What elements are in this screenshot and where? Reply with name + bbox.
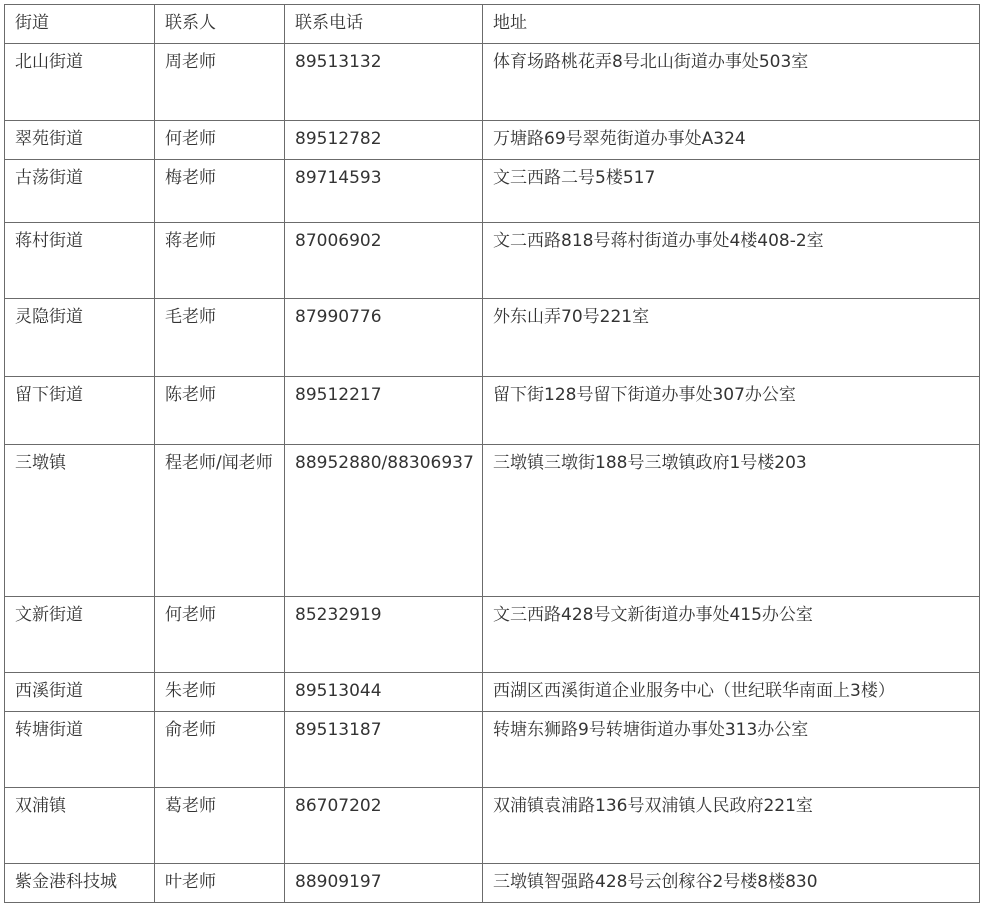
- contact-cell: 程老师/闻老师: [155, 445, 285, 597]
- address-cell: 三墩镇智强路428号云创稼谷2号楼8楼830: [483, 864, 980, 903]
- phone-cell: 86707202: [285, 788, 483, 864]
- phone-cell: 89714593: [285, 160, 483, 223]
- contact-cell: 俞老师: [155, 712, 285, 788]
- address-cell: 外东山弄70号221室: [483, 299, 980, 377]
- street-cell: 翠苑街道: [5, 121, 155, 160]
- address-cell: 万塘路69号翠苑街道办事处A324: [483, 121, 980, 160]
- street-cell: 双浦镇: [5, 788, 155, 864]
- phone-cell: 89512217: [285, 377, 483, 445]
- header-street: 街道: [5, 5, 155, 44]
- street-cell: 转塘街道: [5, 712, 155, 788]
- contact-cell: 叶老师: [155, 864, 285, 903]
- contact-cell: 何老师: [155, 597, 285, 673]
- table-row: [5, 597, 980, 673]
- address-cell: 文三西路428号文新街道办事处415办公室: [483, 597, 980, 673]
- phone-cell: 88909197: [285, 864, 483, 903]
- phone-cell: 87990776: [285, 299, 483, 377]
- phone-cell: 87006902: [285, 223, 483, 299]
- street-cell: 蒋村街道: [5, 223, 155, 299]
- contact-cell: 蒋老师: [155, 223, 285, 299]
- address-cell: 体育场路桃花弄8号北山街道办事处503室: [483, 44, 980, 121]
- contact-table: [4, 4, 980, 903]
- contact-cell: 陈老师: [155, 377, 285, 445]
- contact-table-body: [5, 5, 980, 903]
- phone-cell: 88952880/88306937: [285, 445, 483, 597]
- address-cell: 转塘东狮路9号转塘街道办事处313办公室: [483, 712, 980, 788]
- street-cell: 留下街道: [5, 377, 155, 445]
- table-row: [5, 160, 980, 223]
- address-cell: 双浦镇袁浦路136号双浦镇人民政府221室: [483, 788, 980, 864]
- table-row: [5, 121, 980, 160]
- table-row: [5, 864, 980, 903]
- table-row: [5, 377, 980, 445]
- header-phone: 联系电话: [285, 5, 483, 44]
- table-row: [5, 223, 980, 299]
- address-cell: 文三西路二号5楼517: [483, 160, 980, 223]
- street-cell: 北山街道: [5, 44, 155, 121]
- contact-cell: 朱老师: [155, 673, 285, 712]
- table-row: [5, 673, 980, 712]
- street-cell: 三墩镇: [5, 445, 155, 597]
- contact-cell: 周老师: [155, 44, 285, 121]
- table-row: [5, 788, 980, 864]
- header-address: 地址: [483, 5, 980, 44]
- table-row: [5, 712, 980, 788]
- phone-cell: 85232919: [285, 597, 483, 673]
- street-cell: 灵隐街道: [5, 299, 155, 377]
- table-row: [5, 44, 980, 121]
- contact-cell: 毛老师: [155, 299, 285, 377]
- table-row: [5, 299, 980, 377]
- street-cell: 文新街道: [5, 597, 155, 673]
- contact-cell: 葛老师: [155, 788, 285, 864]
- phone-cell: 89512782: [285, 121, 483, 160]
- phone-cell: 89513187: [285, 712, 483, 788]
- phone-cell: 89513132: [285, 44, 483, 121]
- street-cell: 古荡街道: [5, 160, 155, 223]
- header-contact: 联系人: [155, 5, 285, 44]
- address-cell: 文二西路818号蒋村街道办事处4楼408-2室: [483, 223, 980, 299]
- street-cell: 西溪街道: [5, 673, 155, 712]
- contact-cell: 梅老师: [155, 160, 285, 223]
- address-cell: 三墩镇三墩街188号三墩镇政府1号楼203: [483, 445, 980, 597]
- address-cell: 西湖区西溪街道企业服务中心（世纪联华南面上3楼）: [483, 673, 980, 712]
- phone-cell: 89513044: [285, 673, 483, 712]
- address-cell: 留下街128号留下街道办事处307办公室: [483, 377, 980, 445]
- contact-cell: 何老师: [155, 121, 285, 160]
- street-cell: 紫金港科技城: [5, 864, 155, 903]
- header-row: [5, 5, 980, 44]
- table-row: [5, 445, 980, 597]
